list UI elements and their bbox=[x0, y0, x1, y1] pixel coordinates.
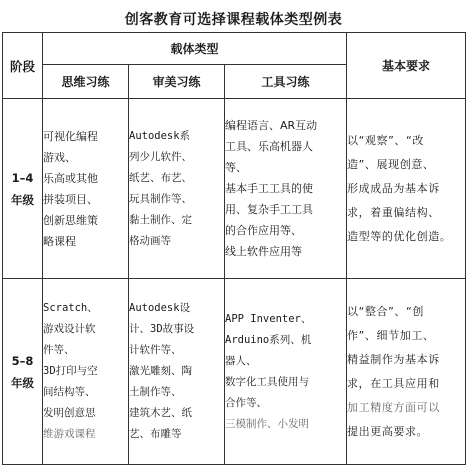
cell-line: 艺、布雕等 bbox=[129, 428, 182, 440]
cell-line: 可视化编程 bbox=[43, 129, 98, 143]
cell-line: 编程语言、AR互动 bbox=[225, 119, 318, 132]
cell-line: 求，在工具应用和 bbox=[347, 376, 440, 390]
cell-line: 的合作应用等、 bbox=[225, 224, 302, 237]
cell-line: 创新思维策 bbox=[43, 213, 98, 227]
cell-line: 用、复杂手工工具 bbox=[225, 203, 313, 216]
cell-line: 器人、 bbox=[225, 354, 257, 367]
cell-line: 游戏设计软 bbox=[43, 323, 96, 335]
cell-line: Scratch、 bbox=[43, 302, 98, 314]
thinking-cell bbox=[43, 279, 129, 465]
cell-line: 3D打印与空 bbox=[43, 365, 98, 377]
cell-line: 玩具制作等、 bbox=[129, 192, 192, 205]
cell-line: 计、3D故事设 bbox=[129, 323, 195, 335]
cell-line: 建筑木艺、纸 bbox=[129, 407, 192, 419]
cell-line: 工具、乐高机器人 bbox=[225, 140, 313, 153]
cell-line: 略课程 bbox=[43, 234, 76, 248]
cell-line: 以“整合”、“创 bbox=[347, 304, 424, 318]
stage-cell bbox=[3, 279, 43, 465]
stage-line: 年级 bbox=[11, 192, 34, 207]
cell-line: 基本手工工具的使 bbox=[225, 182, 313, 195]
cell-line: 游戏、 bbox=[43, 150, 76, 164]
stage-line: 年级 bbox=[11, 375, 34, 390]
cell-line: APP Inventer、 bbox=[225, 312, 312, 325]
header-requirements: 基本要求 bbox=[347, 33, 466, 99]
cell-line: 求，着重偏结构、 bbox=[347, 205, 440, 219]
cell-line: 精益制作为基本诉 bbox=[347, 352, 440, 366]
table-row bbox=[3, 99, 466, 279]
cell-line: Arduino系列、机 bbox=[225, 333, 312, 346]
cell-line: 数字化工具使用与 bbox=[225, 375, 309, 388]
course-carrier-table bbox=[2, 32, 466, 465]
cell-line: 激光雕刻、陶 bbox=[129, 365, 192, 377]
requirements-cell bbox=[347, 99, 466, 279]
cell-line: Autodesk系 bbox=[129, 129, 191, 142]
header-stage: 阶段 bbox=[3, 33, 43, 99]
cell-line: 加工精度方面可以 bbox=[347, 400, 440, 414]
cell-line: 形成成品为基本诉 bbox=[347, 181, 440, 195]
cell-line: 合作等、 bbox=[225, 396, 267, 409]
cell-line: 黏土制作、定 bbox=[129, 213, 192, 226]
cell-line: 计软件等、 bbox=[129, 344, 182, 356]
cell-line: 造型等的优化创造。 bbox=[347, 229, 452, 243]
header-aesthetic: 审美习练 bbox=[129, 65, 225, 99]
header-thinking: 思维习练 bbox=[43, 65, 129, 99]
cell-line: 造”、展现创意、 bbox=[347, 157, 435, 171]
cell-line: 作”、细节加工、 bbox=[347, 328, 435, 342]
cell-line: 土制作等、 bbox=[129, 386, 182, 398]
aesthetic-cell bbox=[129, 99, 225, 279]
header-tool: 工具习练 bbox=[225, 65, 347, 99]
header-carrier-type: 载体类型 bbox=[43, 33, 347, 65]
cell-line: 格动画等 bbox=[129, 234, 171, 247]
cell-line: 间结构等、 bbox=[43, 386, 96, 398]
cell-line: 三模制作、小发明 bbox=[225, 417, 309, 430]
stage-cell bbox=[3, 99, 43, 279]
thinking-cell bbox=[43, 99, 129, 279]
requirements-cell bbox=[347, 279, 466, 465]
cell-line: 发明创意思 bbox=[43, 407, 96, 419]
table-title: 创客教育可选择课程载体类型例表 bbox=[124, 12, 343, 28]
stage-line: 5–8 bbox=[11, 353, 34, 368]
table-row bbox=[3, 279, 466, 465]
aesthetic-cell bbox=[129, 279, 225, 465]
cell-line: 以“观察”、“改 bbox=[347, 133, 424, 147]
tool-cell bbox=[225, 279, 347, 465]
tool-cell bbox=[225, 99, 347, 279]
cell-line: Autodesk设 bbox=[129, 302, 191, 314]
cell-line: 线上软件应用等 bbox=[225, 245, 302, 258]
stage-line: 1–4 bbox=[11, 170, 34, 185]
cell-line: 列少儿软件、 bbox=[129, 150, 192, 163]
cell-line: 乐高或其他 bbox=[43, 171, 98, 185]
cell-line: 拼装项目、 bbox=[43, 192, 98, 206]
cell-line: 纸艺、布艺、 bbox=[129, 171, 192, 184]
cell-line: 件等、 bbox=[43, 344, 75, 356]
cell-line: 维游戏课程 bbox=[43, 428, 96, 440]
cell-line: 等、 bbox=[225, 161, 247, 174]
cell-line: 提出更高要求。 bbox=[347, 424, 429, 438]
